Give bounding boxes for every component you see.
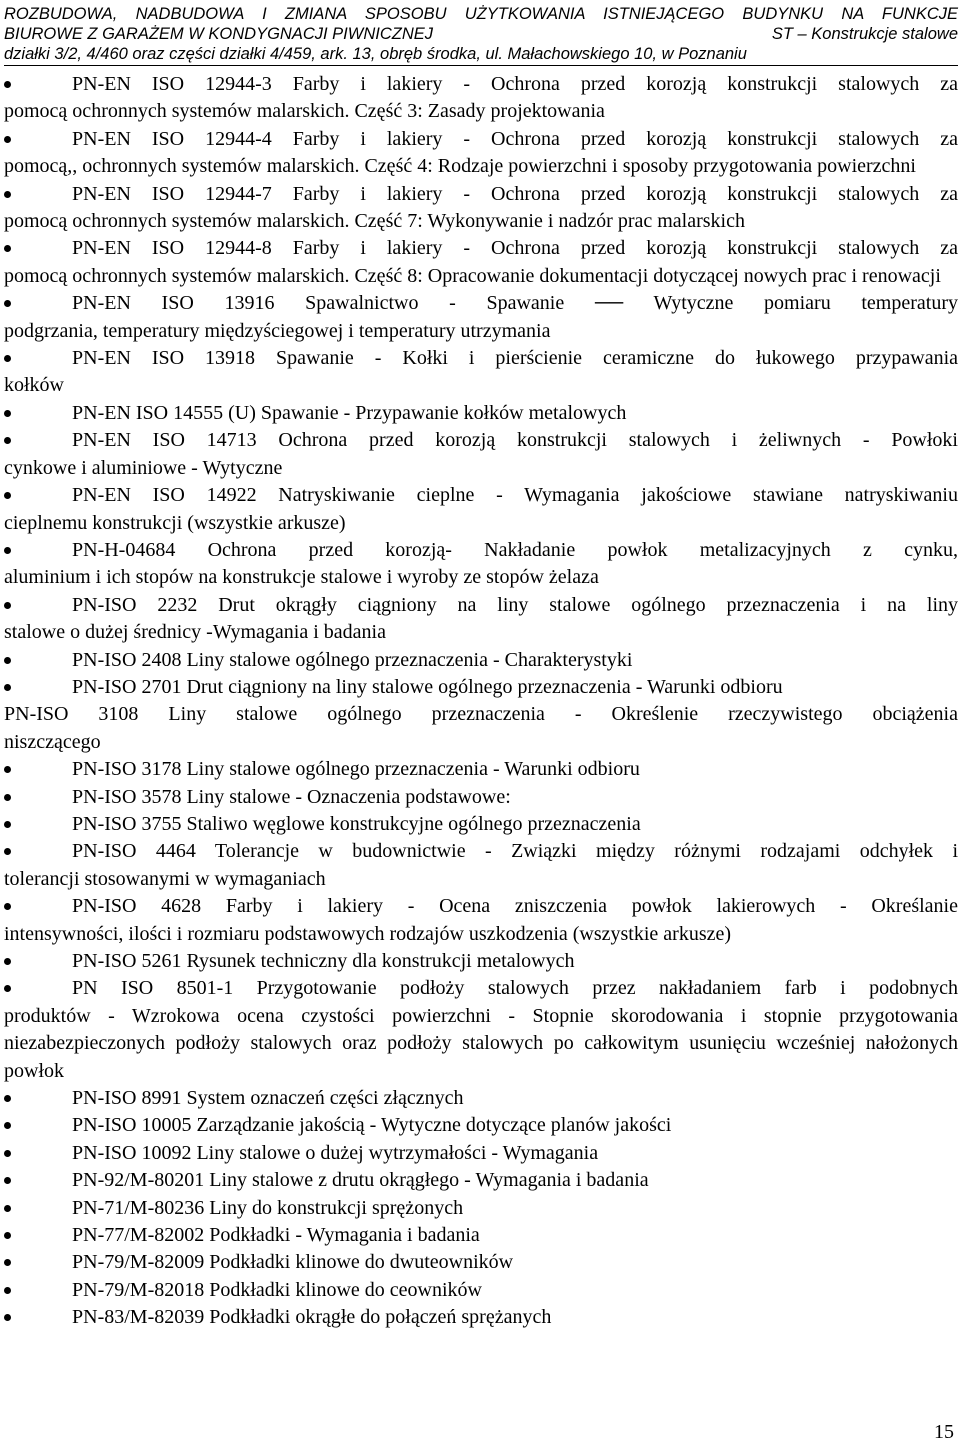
- bullet-icon: [4, 81, 11, 88]
- standard-entry-first-line: PN-77/M-82002 Podkładki - Wymagania i badania: [72, 1224, 480, 1247]
- standard-entry-first-line: PN-ISO 3755 Staliwo węglowe konstrukcyjne ogólnego przeznaczenia: [72, 812, 641, 835]
- standards-list-part-1: [4, 71, 958, 701]
- bullet-icon: [4, 657, 11, 664]
- standard-entry: [4, 1085, 958, 1112]
- standard-entry-continuation: pomocą ochronnych systemów malarskich. Część 8: Opracowanie dokumentacji dotyczącej nowych prac i renowacji: [4, 264, 941, 287]
- standard-entry-first-line: PN-ISO 2701 Drut ciągniony na liny stalowe ogólnego przeznaczenia - Warunki odbioru: [72, 675, 783, 698]
- header-line-2: [4, 24, 958, 44]
- standard-entry-first-line: PN-ISO 8991 System oznaczeń części złącznych: [72, 1087, 464, 1110]
- standard-entry-first-line: PN ISO 8501-1 Przygotowanie podłoży stalowych przez nakładaniem farb i podobnych: [72, 977, 958, 1000]
- standard-entry-first-line: PN-71/M-80236 Liny do konstrukcji sprężonych: [72, 1196, 464, 1219]
- bullet-icon: [4, 1287, 11, 1294]
- standard-entry-first-line: PN-ISO 4628 Farby i lakiery - Ocena zniszczenia powłok lakierowych - Określanie: [72, 895, 958, 918]
- standard-entry: [4, 181, 958, 236]
- standard-entry-first-line: PN-EN ISO 14922 Natryskiwanie cieplne - Wymagania jakościowe stawiane natryskiwaniu: [72, 484, 958, 507]
- bullet-icon: [4, 136, 11, 143]
- standard-entry: [4, 756, 958, 783]
- standard-entry-continuation: cynkowe i aluminiowe - Wytyczne: [4, 456, 283, 479]
- header-line-3: działki 3/2, 4/460 oraz części działki 4/459, ark. 13, obręb środka, ul. Małachowskiego 10, w Poznaniu: [4, 44, 958, 66]
- standard-entry: [4, 1140, 958, 1167]
- standard-entry-first-line: PN-79/M-82018 Podkładki klinowe do ceowników: [72, 1278, 482, 1301]
- standards-list-part-2: [4, 756, 958, 1332]
- standard-entry: [4, 400, 958, 427]
- standard-entry-continuation: intensywności, ilości i rozmiaru podstawowych rodzajów uszkodzenia (wszystkie arkusze): [4, 922, 732, 945]
- page-number: 15: [934, 1421, 954, 1443]
- bullet-icon: [4, 1150, 11, 1157]
- header-project-scope: BIUROWE Z GARAŻEM W KONDYGNACJI PIWNICZNEJ: [4, 25, 434, 43]
- standard-entry-first-line: PN-ISO 4464 Tolerancje w budownictwie - Związki między różnymi rodzajami odchyłek i: [72, 840, 958, 863]
- bullet-icon: [4, 1232, 11, 1239]
- standard-entry-continuation: podgrzania, temperatury międzyściegowej i temperatury utrzymania: [4, 319, 551, 342]
- standard-entry-continuation: stalowe o dużej średnicy -Wymagania i badania: [4, 621, 386, 644]
- standard-entry-continuation: aluminium i ich stopów na konstrukcje stalowe i wyroby ze stopów żelaza: [4, 566, 599, 589]
- standard-entry-first-line: PN-ISO 10092 Liny stalowe o dużej wytrzymałości - Wymagania: [72, 1141, 599, 1164]
- standard-entry: [4, 71, 958, 126]
- standard-entry: [4, 1249, 958, 1276]
- standard-entry: [4, 592, 958, 647]
- standard-entry: [4, 647, 958, 674]
- standard-entry-first-line: PN-92/M-80201 Liny stalowe z drutu okrągłego - Wymagania i badania: [72, 1169, 649, 1192]
- standard-entry-continuation: kołków: [4, 374, 64, 397]
- standard-entry-first-line: PN-ISO 2232 Drut okrągły ciągniony na liny stalowe ogólnego przeznaczenia i na liny: [72, 593, 958, 616]
- standard-entry: [4, 537, 958, 592]
- standard-entry: [4, 893, 958, 948]
- standard-entry-continuation: tolerancji stosowanymi w wymaganiach: [4, 867, 326, 890]
- standard-entry-first-line: PN-ISO 2408 Liny stalowe ogólnego przeznaczenia - Charakterystyki: [72, 648, 633, 671]
- standard-entry: [4, 784, 958, 811]
- bullet-icon: [4, 355, 11, 362]
- bullet-icon: [4, 1095, 11, 1102]
- standard-entry-unbulleted: [4, 701, 958, 756]
- standard-entry-first-line: PN-ISO 5261 Rysunek techniczny dla konstrukcji metalowych: [72, 950, 575, 972]
- standard-entry: [4, 1112, 958, 1139]
- bullet-icon: [4, 547, 11, 554]
- standard-entry-first-line: PN-ISO 3578 Liny stalowe - Oznaczenia podstawowe:: [72, 785, 511, 808]
- standard-entry: [4, 838, 958, 893]
- standard-entry: [4, 1167, 958, 1194]
- standard-entry: [4, 975, 958, 1085]
- standard-entry-first-line: PN-EN ISO 12944-7 Farby i lakiery - Ochrona przed korozją konstrukcji stalowych za: [72, 182, 958, 205]
- bullet-icon: [4, 1205, 11, 1212]
- header-line-1: ROZBUDOWA, NADBUDOWA I ZMIANA SPOSOBU UŻYTKOWANIA ISTNIEJĄCEGO BUDYNKU NA FUNKCJE: [4, 5, 958, 23]
- standard-entry-first-line: PN-EN ISO 12944-3 Farby i lakiery - Ochrona przed korozją konstrukcji stalowych za: [72, 73, 958, 95]
- standard-entry-first-line: PN-ISO 3178 Liny stalowe ogólnego przeznaczenia - Warunki odbioru: [72, 758, 640, 781]
- standard-entry: [4, 948, 958, 975]
- standard-entry-continuation: pomocą ochronnych systemów malarskich. Część 3: Zasady projektowania: [4, 100, 605, 123]
- standard-entry-first-line: PN-ISO 3108 Liny stalowe ogólnego przeznaczenia - Określenie rzeczywistego obciążenia: [4, 703, 958, 726]
- standard-entry-first-line: PN-83/M-82039 Podkładki okrągłe do połączeń sprężanych: [72, 1306, 552, 1329]
- standard-entry-first-line: PN-EN ISO 12944-8 Farby i lakiery - Ochrona przed korozją konstrukcji stalowych za: [72, 237, 958, 260]
- header-spec-section: ST – Konstrukcje stalowe: [771, 25, 958, 43]
- standard-entry-continuation: pomocą,, ochronnych systemów malarskich. Część 4: Rodzaje powierzchni i sposoby przygotowania powierzchni: [4, 155, 916, 178]
- standard-entry: [4, 1195, 958, 1222]
- standard-entry-continuation: pomocą ochronnych systemów malarskich. Część 7: Wykonywanie i nadzór prac malarskich: [4, 210, 745, 233]
- standard-entry: [4, 1304, 958, 1331]
- standard-entry-first-line: PN-EN ISO 14713 Ochrona przed korozją konstrukcji stalowych i żeliwnych - Powłoki: [72, 429, 958, 452]
- bullet-icon: [4, 958, 11, 965]
- standard-entry: [4, 290, 958, 345]
- standard-entry: [4, 811, 958, 838]
- standard-entry-first-line: PN-EN ISO 12944-4 Farby i lakiery - Ochrona przed korozją konstrukcji stalowych za: [72, 127, 958, 150]
- standard-entry: [4, 1277, 958, 1304]
- standard-entry-first-line: PN-EN ISO 13916 Spawalnictwo - Spawanie ── Wytyczne pomiaru temperatury: [72, 292, 958, 315]
- standards-list: [4, 71, 958, 1332]
- standard-entry: [4, 482, 958, 537]
- page-header: [4, 4, 958, 66]
- standard-entry: [4, 427, 958, 482]
- standard-entry: [4, 674, 958, 701]
- standard-entry-continuation: produktów - Wzrokowa ocena czystości powierzchni - Stopnie skorodowania i stopnie przygotowania niezabezpieczonych podłoży stalowych oraz podłoży stalowych po całkowitym usunięciu wcześniej nałożonych powłok: [4, 1004, 958, 1082]
- standard-entry-first-line: PN-79/M-82009 Podkładki klinowe do dwuteowników: [72, 1251, 514, 1274]
- standard-entry-first-line: PN-EN ISO 14555 (U) Spawanie - Przypawanie kołków metalowych: [72, 401, 627, 424]
- bullet-icon: [4, 602, 11, 609]
- bullet-icon: [4, 794, 11, 801]
- standard-entry-first-line: PN-ISO 10005 Zarządzanie jakością - Wytyczne dotyczące planów jakości: [72, 1114, 672, 1137]
- standard-entry: [4, 345, 958, 400]
- bullet-icon: [4, 410, 11, 417]
- standard-entry-first-line: PN-EN ISO 13918 Spawanie - Kołki i pierścienie ceramiczne do łukowego przypawania: [72, 347, 958, 370]
- standard-entry-continuation: niszczącego: [4, 730, 101, 753]
- standard-entry: [4, 1222, 958, 1249]
- standard-entry: [4, 126, 958, 181]
- standard-entry-first-line: PN-H-04684 Ochrona przed korozją- Nakładanie powłok metalizacyjnych z cynku,: [72, 538, 958, 561]
- standard-entry-continuation: cieplnemu konstrukcji (wszystkie arkusze): [4, 511, 346, 534]
- bullet-icon: [4, 684, 11, 691]
- standard-entry: [4, 235, 958, 290]
- bullet-icon: [4, 191, 11, 198]
- bullet-icon: [4, 821, 11, 828]
